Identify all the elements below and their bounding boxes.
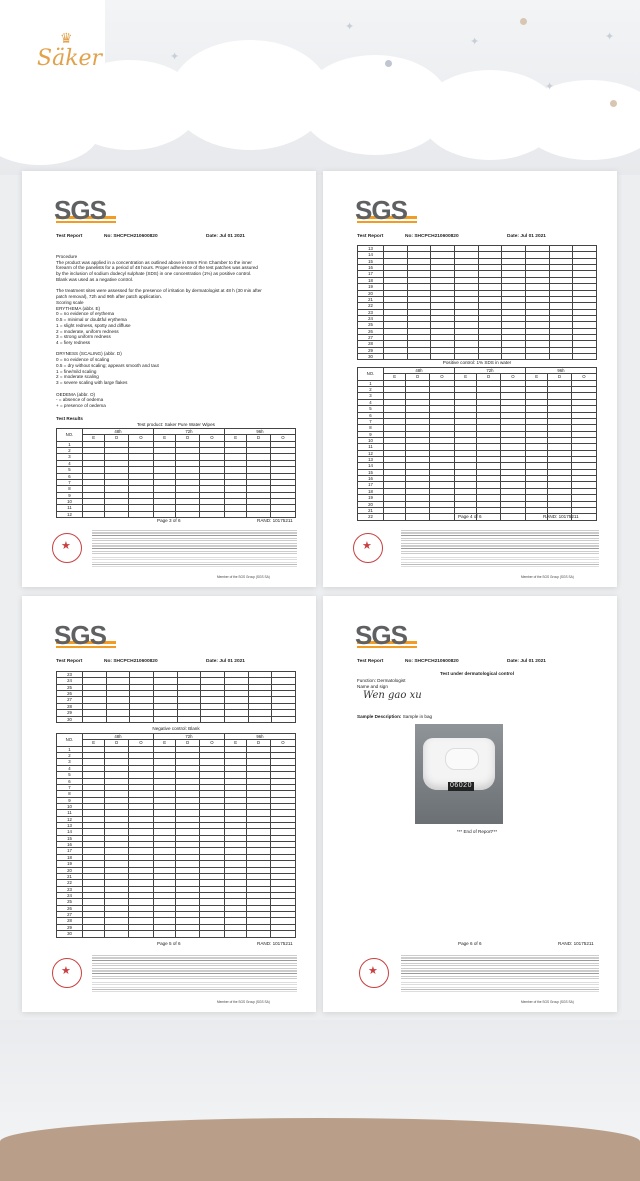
score-cell bbox=[153, 716, 177, 722]
col-e: E bbox=[224, 740, 246, 746]
dot bbox=[610, 100, 617, 107]
row-number: 15 bbox=[358, 258, 384, 264]
rand-number: RAND: 10175211 bbox=[558, 941, 594, 946]
row-number: 26 bbox=[358, 328, 384, 334]
row-number: 22 bbox=[358, 514, 384, 520]
row-number: 27 bbox=[358, 335, 384, 341]
score-cell bbox=[502, 354, 526, 360]
score-cell bbox=[384, 514, 406, 520]
row-number: 20 bbox=[358, 290, 384, 296]
header-banner bbox=[0, 0, 640, 175]
row-number: 6 bbox=[57, 473, 83, 479]
row-number: 15 bbox=[358, 469, 384, 475]
sgs-logo: SGS bbox=[355, 186, 415, 226]
col-o: O bbox=[500, 374, 525, 380]
member-line: Member of the SGS Group (SGS SA) bbox=[521, 575, 574, 579]
score-cell bbox=[83, 716, 107, 722]
col-no: NO. bbox=[57, 429, 83, 442]
col-o: O bbox=[270, 740, 295, 746]
col-96h: 96h bbox=[525, 368, 596, 374]
score-cell bbox=[454, 354, 478, 360]
row-number: 26 bbox=[57, 905, 83, 911]
col-d: D bbox=[247, 435, 271, 441]
row-number: 5 bbox=[57, 772, 83, 778]
row-number: 10 bbox=[57, 498, 83, 504]
col-o: O bbox=[429, 374, 454, 380]
row-number: 3 bbox=[358, 393, 384, 399]
row-number: 30 bbox=[358, 354, 384, 360]
col-e: E bbox=[83, 740, 105, 746]
row-number: 17 bbox=[57, 848, 83, 854]
table-row bbox=[57, 511, 296, 517]
col-72h: 72h bbox=[153, 429, 224, 435]
fine-print bbox=[401, 955, 599, 979]
row-number: 23 bbox=[358, 309, 384, 315]
table-row bbox=[57, 931, 296, 937]
table-caption: Negative control: Blank bbox=[152, 726, 200, 731]
row-number: 4 bbox=[57, 765, 83, 771]
score-cell bbox=[176, 511, 200, 517]
section-title: Test under dermatological control bbox=[440, 671, 514, 676]
col-72h: 72h bbox=[454, 368, 525, 374]
col-e: E bbox=[454, 374, 476, 380]
table-row bbox=[57, 716, 296, 722]
score-cell bbox=[272, 716, 296, 722]
col-o: O bbox=[270, 435, 295, 441]
col-72h: 72h bbox=[153, 734, 224, 740]
col-o: O bbox=[571, 374, 596, 380]
score-cell bbox=[525, 354, 549, 360]
row-number: 3 bbox=[57, 454, 83, 460]
row-number: 12 bbox=[57, 511, 83, 517]
col-96h: 96h bbox=[224, 429, 295, 435]
row-number: 9 bbox=[57, 492, 83, 498]
row-number: 14 bbox=[358, 252, 384, 258]
page-number: Page 6 of 6 bbox=[458, 941, 482, 946]
table-caption: Test product: Saker Pure Water Wipes bbox=[137, 422, 215, 427]
score-cell bbox=[573, 354, 597, 360]
row-number: 23 bbox=[57, 672, 83, 678]
row-number: 21 bbox=[57, 873, 83, 879]
row-number: 25 bbox=[57, 684, 83, 690]
results-table-continued bbox=[357, 245, 597, 360]
fine-print bbox=[401, 530, 599, 554]
row-number: 6 bbox=[57, 778, 83, 784]
score-cell bbox=[384, 354, 408, 360]
col-d: D bbox=[105, 740, 129, 746]
row-number: 16 bbox=[57, 842, 83, 848]
row-number: 2 bbox=[57, 753, 83, 759]
score-cell bbox=[153, 511, 175, 517]
score-cell bbox=[549, 354, 573, 360]
row-number: 17 bbox=[358, 482, 384, 488]
results-table bbox=[56, 428, 296, 518]
rand-number: RAND: 10175211 bbox=[257, 518, 293, 523]
row-number: 13 bbox=[57, 823, 83, 829]
row-number: 7 bbox=[57, 479, 83, 485]
row-number: 8 bbox=[57, 486, 83, 492]
score-cell bbox=[199, 931, 224, 937]
score-cell bbox=[478, 354, 502, 360]
score-cell bbox=[248, 716, 272, 722]
score-cell bbox=[105, 931, 129, 937]
report-page-4 bbox=[323, 171, 617, 587]
col-48h: 48h bbox=[83, 734, 154, 740]
row-number: 11 bbox=[57, 505, 83, 511]
row-number: 27 bbox=[57, 697, 83, 703]
member-line: Member of the SGS Group (SGS SA) bbox=[217, 1000, 270, 1004]
star-icon: ✦ bbox=[470, 36, 480, 48]
row-number: 29 bbox=[57, 710, 83, 716]
col-d: D bbox=[477, 374, 501, 380]
row-number: 30 bbox=[57, 716, 83, 722]
name-sign-label: Name and sign bbox=[357, 684, 388, 689]
company-seal bbox=[353, 533, 383, 563]
row-number: 1 bbox=[358, 380, 384, 386]
row-number: 2 bbox=[358, 387, 384, 393]
col-e: E bbox=[153, 740, 175, 746]
row-number: 12 bbox=[57, 816, 83, 822]
row-number: 3 bbox=[57, 759, 83, 765]
page-number: Page 3 of 6 bbox=[157, 518, 181, 523]
row-number: 20 bbox=[57, 867, 83, 873]
sgs-logo: SGS bbox=[54, 186, 114, 226]
page-number: Page 4 of 6 bbox=[458, 514, 482, 519]
row-number: 4 bbox=[358, 399, 384, 405]
row-number: 29 bbox=[57, 924, 83, 930]
row-number: 18 bbox=[57, 854, 83, 860]
rand-number: RAND: 10175211 bbox=[543, 514, 579, 519]
report-page-6 bbox=[323, 596, 617, 1012]
row-number: 13 bbox=[358, 246, 384, 252]
row-number: 28 bbox=[57, 703, 83, 709]
score-cell bbox=[153, 931, 175, 937]
row-number: 8 bbox=[57, 791, 83, 797]
fine-print bbox=[92, 530, 297, 554]
col-o: O bbox=[199, 435, 224, 441]
row-number: 2 bbox=[57, 448, 83, 454]
report-page-3 bbox=[22, 171, 316, 587]
score-cell bbox=[176, 931, 200, 937]
row-number: 11 bbox=[358, 444, 384, 450]
score-cell bbox=[177, 716, 201, 722]
address-line bbox=[401, 557, 599, 567]
row-number: 17 bbox=[358, 271, 384, 277]
score-cell bbox=[224, 716, 248, 722]
report-page-5 bbox=[22, 596, 316, 1012]
crown-icon: ♛ bbox=[60, 30, 73, 46]
function-text: Function: Dermatologist bbox=[357, 678, 406, 683]
negative-control-table bbox=[56, 733, 296, 938]
row-number: 10 bbox=[358, 437, 384, 443]
row-number: 30 bbox=[57, 931, 83, 937]
row-number: 23 bbox=[57, 886, 83, 892]
col-no: NO. bbox=[57, 734, 83, 747]
col-d: D bbox=[105, 435, 129, 441]
row-number: 28 bbox=[358, 341, 384, 347]
row-number: 5 bbox=[57, 467, 83, 473]
procedure-text: Procedure The product was applied in a concentration as outlined above in 8mm Finn Chamber to the inner forearm of the panelists for a period of 48 hours. Proper adherence of the test patches was assured by the inclusion of sodium dodecyl sulphate (SDS) in one concentration (1%) as positive control. Blank was used as a negative control. The treatment sites were assessed for the presence of irritation by dermatologist at 48 h (30 min after patch removal), 72h and 96h after patch application. Scoring scale ERYTHEMA (abbr. E) 0 = no evidence of erythema 0.5 = minimal or doubtful erythema 1 = slight redness, spotty and diffuse 2 = moderate, uniform redness 3 = strong uniform redness 4 = fiery redness DRYNESS (SCALING) (abbr. D) 0 = no evidence of scaling 0.5 = dry without scaling; appears smooth and taut 1 = fine/mild scaling 2 = moderate scaling 3 = severe scaling with large flakes OEDEMA (abbr. O) - = absence of oedema + = presence of oedema bbox=[56, 254, 262, 409]
signature: Wen gao xu bbox=[363, 690, 422, 701]
row-number: 14 bbox=[358, 463, 384, 469]
col-o: O bbox=[128, 435, 153, 441]
row-number: 21 bbox=[358, 296, 384, 302]
star-icon: ✦ bbox=[545, 81, 555, 93]
row-number: 1 bbox=[57, 441, 83, 447]
row-number: 11 bbox=[57, 810, 83, 816]
col-o: O bbox=[199, 740, 224, 746]
end-of-report: *** End of Report*** bbox=[456, 829, 498, 834]
row-number: 18 bbox=[358, 277, 384, 283]
row-number: 19 bbox=[57, 861, 83, 867]
row-number: 18 bbox=[358, 488, 384, 494]
star-icon: ✦ bbox=[170, 51, 180, 63]
col-d: D bbox=[176, 740, 200, 746]
row-number: 10 bbox=[57, 803, 83, 809]
score-cell bbox=[224, 511, 246, 517]
brand-logo bbox=[0, 0, 105, 105]
brand-name: Säker bbox=[37, 46, 103, 71]
row-number: 19 bbox=[358, 495, 384, 501]
table-caption: Positive control: 1% SDS in water bbox=[442, 360, 512, 365]
member-line: Member of the SGS Group (SGS SA) bbox=[217, 575, 270, 579]
score-cell bbox=[128, 931, 153, 937]
row-number: 6 bbox=[358, 412, 384, 418]
row-number: 22 bbox=[358, 303, 384, 309]
test-report-label: Test Report bbox=[56, 234, 83, 239]
row-number: 9 bbox=[57, 797, 83, 803]
address-line bbox=[92, 982, 297, 992]
row-number: 16 bbox=[358, 265, 384, 271]
row-number: 24 bbox=[358, 315, 384, 321]
col-d: D bbox=[176, 435, 200, 441]
score-cell bbox=[201, 716, 225, 722]
col-e: E bbox=[153, 435, 175, 441]
col-e: E bbox=[525, 374, 547, 380]
score-cell bbox=[105, 511, 129, 517]
sample-tag: 06020 bbox=[450, 782, 472, 789]
row-number: 13 bbox=[358, 457, 384, 463]
footer-sand bbox=[0, 1118, 640, 1181]
row-number: 22 bbox=[57, 880, 83, 886]
col-48h: 48h bbox=[83, 429, 154, 435]
positive-control-table bbox=[357, 367, 597, 521]
dot bbox=[385, 60, 392, 67]
row-number: 7 bbox=[57, 784, 83, 790]
address-line bbox=[401, 982, 599, 992]
row-number: 4 bbox=[57, 460, 83, 466]
col-o: O bbox=[128, 740, 153, 746]
row-number: 24 bbox=[57, 678, 83, 684]
company-seal bbox=[52, 958, 82, 988]
score-cell bbox=[429, 514, 454, 520]
score-cell bbox=[407, 354, 431, 360]
score-cell bbox=[106, 716, 130, 722]
score-cell bbox=[270, 511, 295, 517]
score-cell bbox=[247, 511, 271, 517]
score-cell bbox=[406, 514, 430, 520]
col-48h: 48h bbox=[384, 368, 455, 374]
cloud bbox=[520, 80, 640, 160]
positive-control-table-continued bbox=[56, 671, 296, 723]
row-number: 15 bbox=[57, 835, 83, 841]
score-cell bbox=[83, 931, 105, 937]
row-number: 19 bbox=[358, 284, 384, 290]
page-number: Page 5 of 6 bbox=[157, 941, 181, 946]
fine-print bbox=[92, 955, 297, 979]
score-cell bbox=[128, 511, 153, 517]
report-header: Test Report No: SHCPCH210600820 Date: Jul 01 2021 bbox=[56, 659, 245, 664]
row-number: 21 bbox=[358, 507, 384, 513]
col-d: D bbox=[247, 740, 271, 746]
report-number: No: SHCPCH210600820 bbox=[104, 234, 158, 239]
row-number: 27 bbox=[57, 912, 83, 918]
report-date: Date: Jul 01 2021 bbox=[206, 234, 245, 239]
company-seal bbox=[359, 958, 389, 988]
star-icon: ✦ bbox=[345, 21, 355, 33]
row-number: 26 bbox=[57, 691, 83, 697]
row-number: 20 bbox=[358, 501, 384, 507]
sample-photo bbox=[415, 724, 503, 824]
member-line: Member of the SGS Group (SGS SA) bbox=[521, 1000, 574, 1004]
score-cell bbox=[270, 931, 295, 937]
col-e: E bbox=[83, 435, 105, 441]
star-icon: ✦ bbox=[605, 31, 615, 43]
col-d: D bbox=[406, 374, 430, 380]
row-number: 24 bbox=[57, 892, 83, 898]
score-cell bbox=[130, 716, 154, 722]
col-no: NO. bbox=[358, 368, 384, 381]
score-cell bbox=[431, 354, 455, 360]
score-cell bbox=[83, 511, 105, 517]
row-number: 7 bbox=[358, 418, 384, 424]
score-cell bbox=[500, 514, 525, 520]
row-number: 9 bbox=[358, 431, 384, 437]
company-seal bbox=[52, 533, 82, 563]
row-number: 28 bbox=[57, 918, 83, 924]
table-row bbox=[358, 354, 597, 360]
rand-number: RAND: 10175211 bbox=[257, 941, 293, 946]
report-header: Test Report No: SHCPCH210600820 Date: Jul 01 2021 bbox=[357, 234, 546, 239]
dot bbox=[520, 18, 527, 25]
score-cell bbox=[224, 931, 246, 937]
row-number: 14 bbox=[57, 829, 83, 835]
report-header: Test Report No: SHCPCH210600820 Date: Jul 01 2021 bbox=[357, 659, 546, 664]
results-title: Test Results bbox=[56, 416, 83, 421]
row-number: 25 bbox=[57, 899, 83, 905]
sgs-logo: SGS bbox=[355, 611, 415, 651]
row-number: 25 bbox=[358, 322, 384, 328]
score-cell bbox=[199, 511, 224, 517]
col-e: E bbox=[224, 435, 246, 441]
address-line bbox=[92, 557, 297, 567]
row-number: 29 bbox=[358, 347, 384, 353]
row-number: 16 bbox=[358, 476, 384, 482]
row-number: 12 bbox=[358, 450, 384, 456]
row-number: 1 bbox=[57, 746, 83, 752]
sgs-logo: SGS bbox=[54, 611, 114, 651]
report-header bbox=[56, 234, 296, 242]
score-cell bbox=[247, 931, 271, 937]
col-96h: 96h bbox=[224, 734, 295, 740]
col-d: D bbox=[548, 374, 572, 380]
row-number: 5 bbox=[358, 406, 384, 412]
col-e: E bbox=[384, 374, 406, 380]
row-number: 8 bbox=[358, 425, 384, 431]
sample-description: Sample Description: Sample in bag bbox=[357, 714, 433, 719]
